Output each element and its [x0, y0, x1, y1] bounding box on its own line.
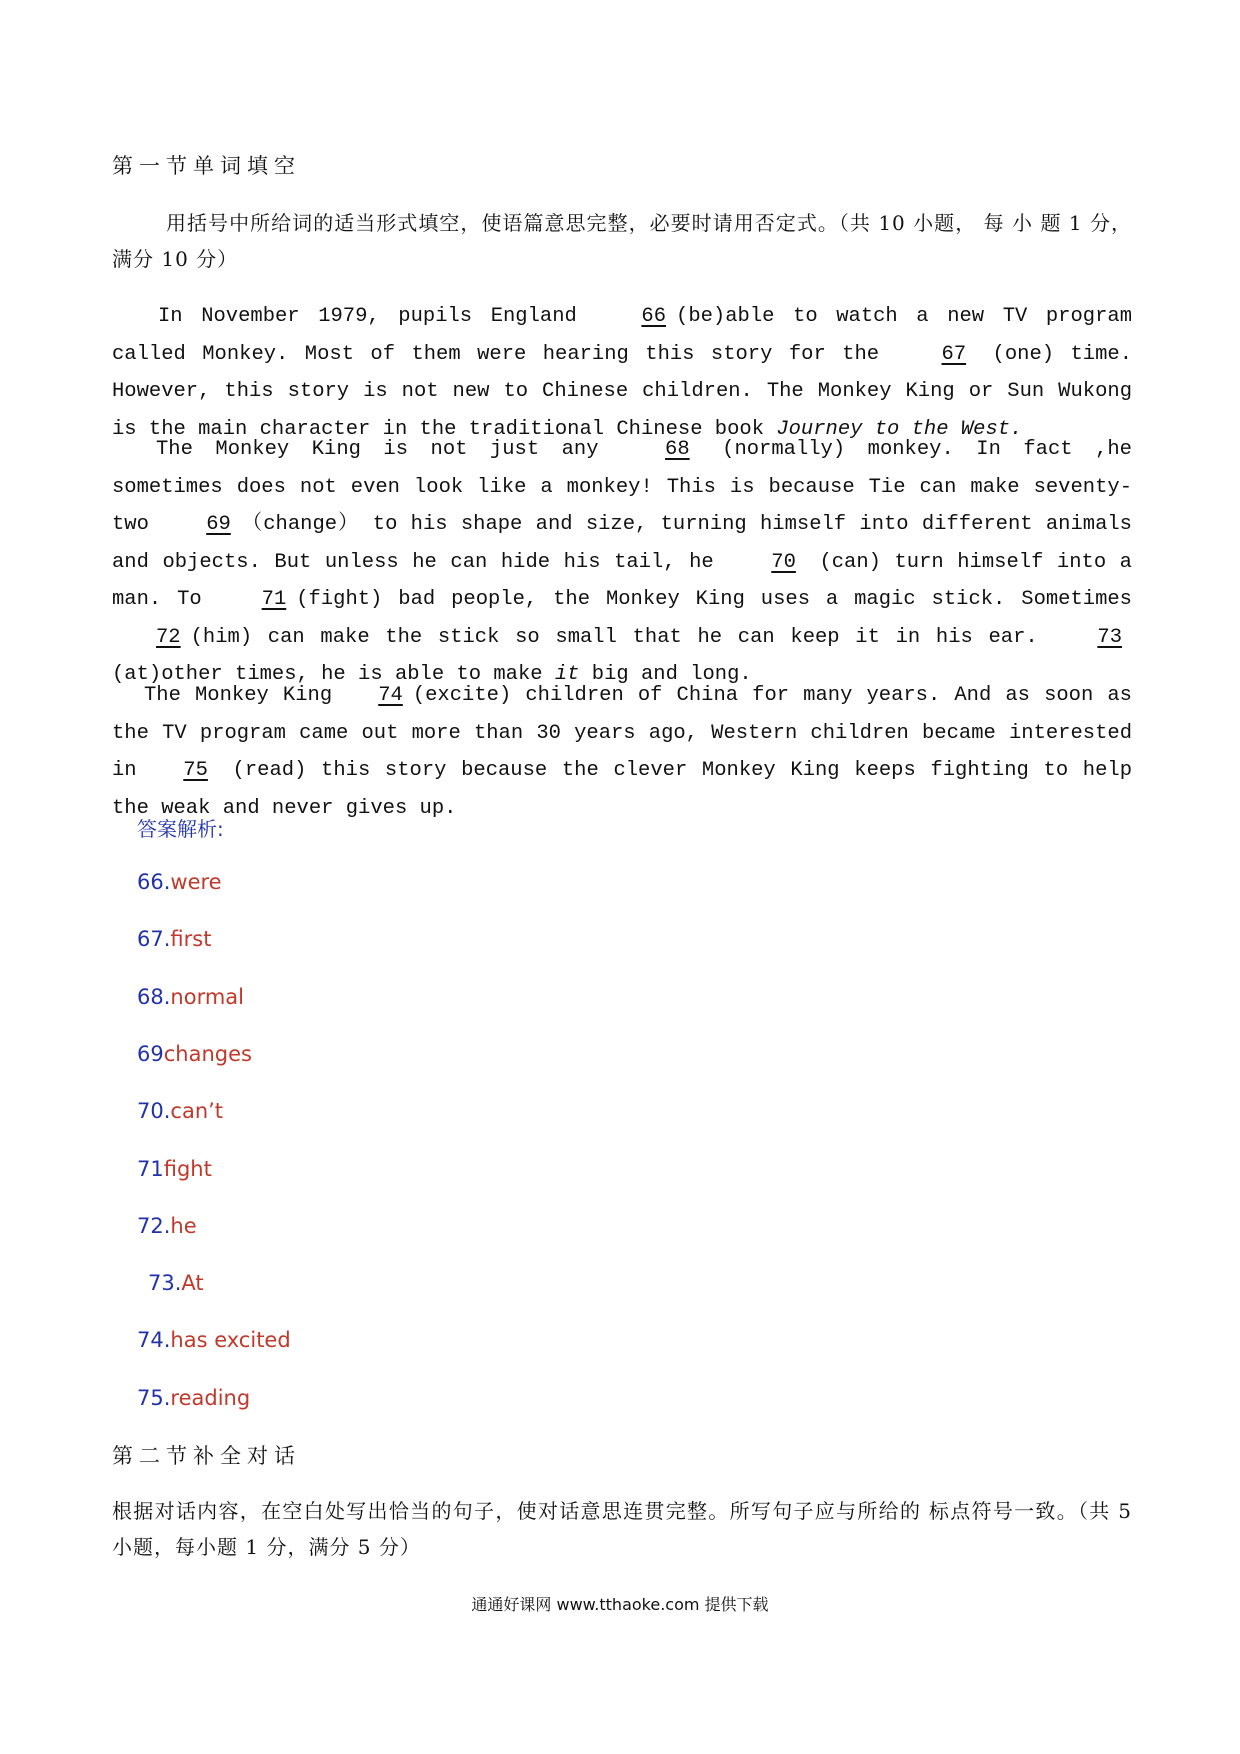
blank-68: 68	[665, 438, 690, 461]
answer-number: 75.	[137, 1386, 171, 1410]
blank-71: 71	[261, 588, 287, 611]
passage-paragraph-2	[112, 431, 1132, 694]
passage-text: big and long.	[579, 663, 752, 686]
answer-item	[137, 1386, 250, 1410]
blank-66: 66	[641, 305, 667, 328]
answer-value: were	[170, 870, 222, 894]
answer-value: first	[170, 927, 212, 951]
answer-number: 69	[137, 1042, 164, 1066]
answer-number: 71	[137, 1157, 164, 1181]
book-title: Journey to the West.	[776, 417, 1023, 441]
answer-item	[148, 1271, 204, 1295]
answer-value: At	[181, 1271, 204, 1295]
section1-instructions: 用括号中所给词的适当形式填空，使语篇意思完整，必要时请用否定式。（共 10 小题， 每 小 题 1 分， 满分 10 分）	[112, 211, 1132, 271]
answer-item	[137, 927, 211, 951]
passage-text: (him) can make the stick so small that he can keep it in his ear.	[190, 625, 1054, 649]
passage-text: (can) turn himself into a man. To	[112, 550, 1132, 611]
blank-69: 69	[206, 513, 231, 536]
answer-number: 66.	[137, 870, 171, 894]
answer-item	[137, 1214, 197, 1238]
answer-number: 67.	[137, 927, 171, 951]
answer-value: he	[170, 1214, 197, 1238]
passage-italic-it: it	[554, 663, 580, 686]
answer-value: reading	[170, 1386, 251, 1410]
answer-number: 73.	[148, 1271, 182, 1295]
answer-item	[137, 870, 222, 894]
passage-text: (at)other times, he is able to make	[112, 663, 555, 686]
passage-text: The Monkey King is not just any	[156, 438, 622, 461]
blank-75: 75	[183, 759, 208, 782]
passage-text: (fight) bad people, the Monkey King uses a magic stick. Sometimes	[296, 588, 1132, 611]
page-footer: 通通好课网 www.tthaoke.com 提供下载	[471, 1595, 769, 1614]
passage-text: The Monkey King	[144, 684, 347, 707]
answer-number: 72.	[137, 1214, 171, 1238]
blank-70: 70	[771, 550, 796, 574]
passage-text: (read) this story because the clever Monkey King keeps fighting to help the weak and never gives up.	[112, 759, 1133, 820]
section2-instructions: 根据对话内容，在空白处写出恰当的句子，使对话意思连贯完整。所写句子应与所给的 标点符号一致。（共 5 小题，每小题 1 分，满分 5 分）	[112, 1499, 1132, 1559]
passage-text: （change） to his shape and size, turning himself into different animals and objects. But unless he can hide his tail, he	[112, 513, 1132, 574]
passage-text: In November 1979, pupils England	[158, 305, 596, 328]
answer-value: changes	[163, 1042, 252, 1066]
section1-title: 第一节单词填空	[112, 154, 301, 178]
answer-number: 70.	[137, 1099, 171, 1123]
passage-text: (be)able to watch a new TV program called Monkey. Most of them were hearing this story for the	[112, 305, 1132, 366]
passage-text: (normally) monkey. In fact ,he sometimes does not even look like a monkey! This is because Tie can make seventy-two	[112, 438, 1132, 536]
answer-item	[137, 1328, 291, 1352]
blank-67: 67	[941, 342, 967, 366]
answer-value: fight	[163, 1157, 212, 1181]
answer-number: 68.	[137, 985, 171, 1009]
answer-value: can’t	[170, 1099, 224, 1123]
section2-title: 第二节补全对话	[112, 1444, 301, 1468]
answer-value: normal	[170, 985, 244, 1009]
passage-text: (excite) children of China for many years. And as soon as the TV program came out more than 30 years ago, Western children became interested in	[112, 684, 1132, 782]
answer-item	[137, 1099, 223, 1123]
passage-paragraph-3	[112, 677, 1132, 827]
answer-value: has excited	[170, 1328, 291, 1352]
answer-number: 74.	[137, 1328, 171, 1352]
passage-paragraph-1	[112, 298, 1132, 448]
answer-item	[137, 1157, 212, 1181]
blank-72: 72	[156, 625, 181, 649]
blank-74: 74	[378, 684, 403, 707]
answers-heading: 答案解析:	[137, 817, 224, 841]
blank-73: 73	[1097, 625, 1122, 649]
answer-item	[137, 1042, 252, 1066]
answer-item	[137, 985, 244, 1009]
passage-text: (one) time. However, this story is not new to Chinese children. The Monkey King or Sun Wukong is the main character in the traditional Chinese book	[112, 342, 1133, 441]
